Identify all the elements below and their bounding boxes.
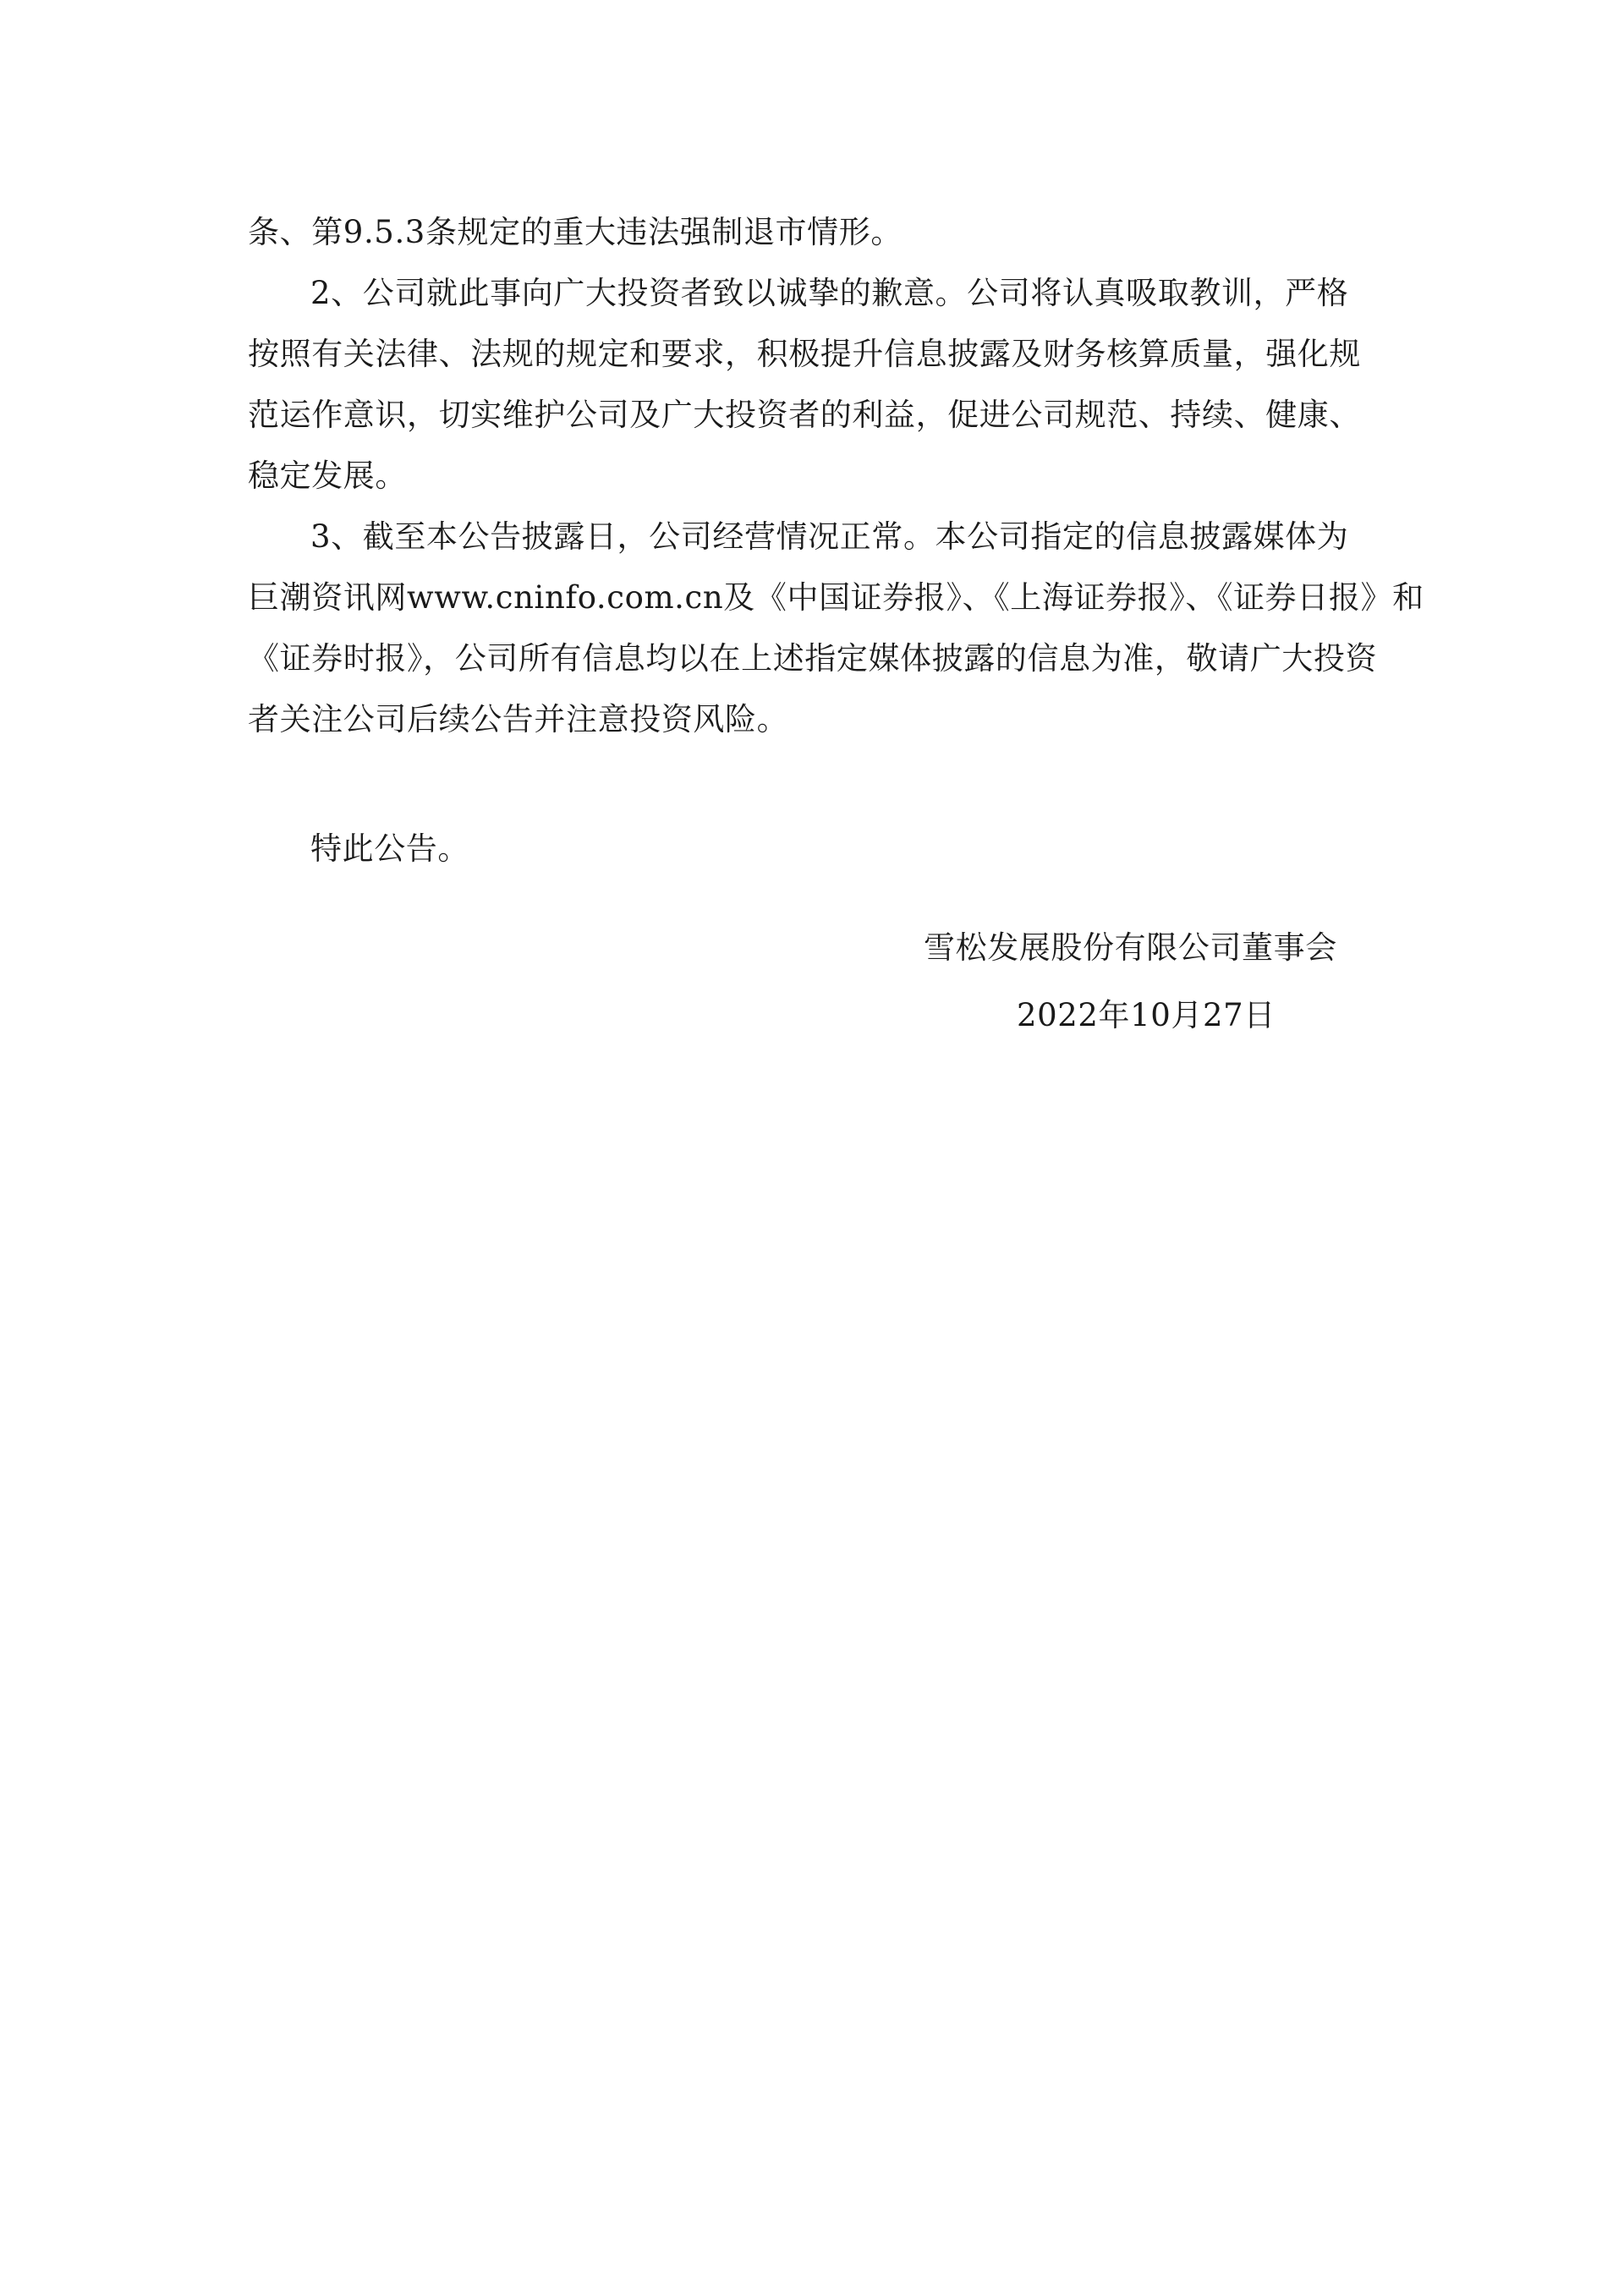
body-line-6: 3、截至本公告披露日，公司经营情况正常。本公司指定的信息披露媒体为 bbox=[310, 518, 1349, 555]
body-line-5: 稳定发展。 bbox=[248, 458, 407, 494]
body-line-9: 者关注公司后续公告并注意投资风险。 bbox=[248, 701, 789, 737]
body-line-4: 范运作意识，切实维护公司及广大投资者的利益，促进公司规范、持续、健康、 bbox=[248, 397, 1361, 433]
closing-text: 特此公告。 bbox=[310, 830, 469, 867]
body-line-3: 按照有关法律、法规的规定和要求，积极提升信息披露及财务核算质量，强化规 bbox=[248, 336, 1361, 372]
body-line-1: 条、第9.5.3条规定的重大违法强制退市情形。 bbox=[248, 214, 903, 250]
signature-company: 雪松发展股份有限公司董事会 bbox=[924, 929, 1337, 966]
body-line-2: 2、公司就此事向广大投资者致以诚挚的歉意。公司将认真吸取教训，严格 bbox=[310, 275, 1349, 311]
body-line-7: 巨潮资讯网www.cninfo.com.cn及《中国证券报》、《上海证券报》、《证券日报》和 bbox=[248, 579, 1424, 616]
body-line-8: 《证券时报》，公司所有信息均以在上述指定媒体披露的信息为准，敬请广大投资 bbox=[248, 640, 1378, 677]
signature-date: 2022年10月27日 bbox=[1017, 997, 1276, 1033]
